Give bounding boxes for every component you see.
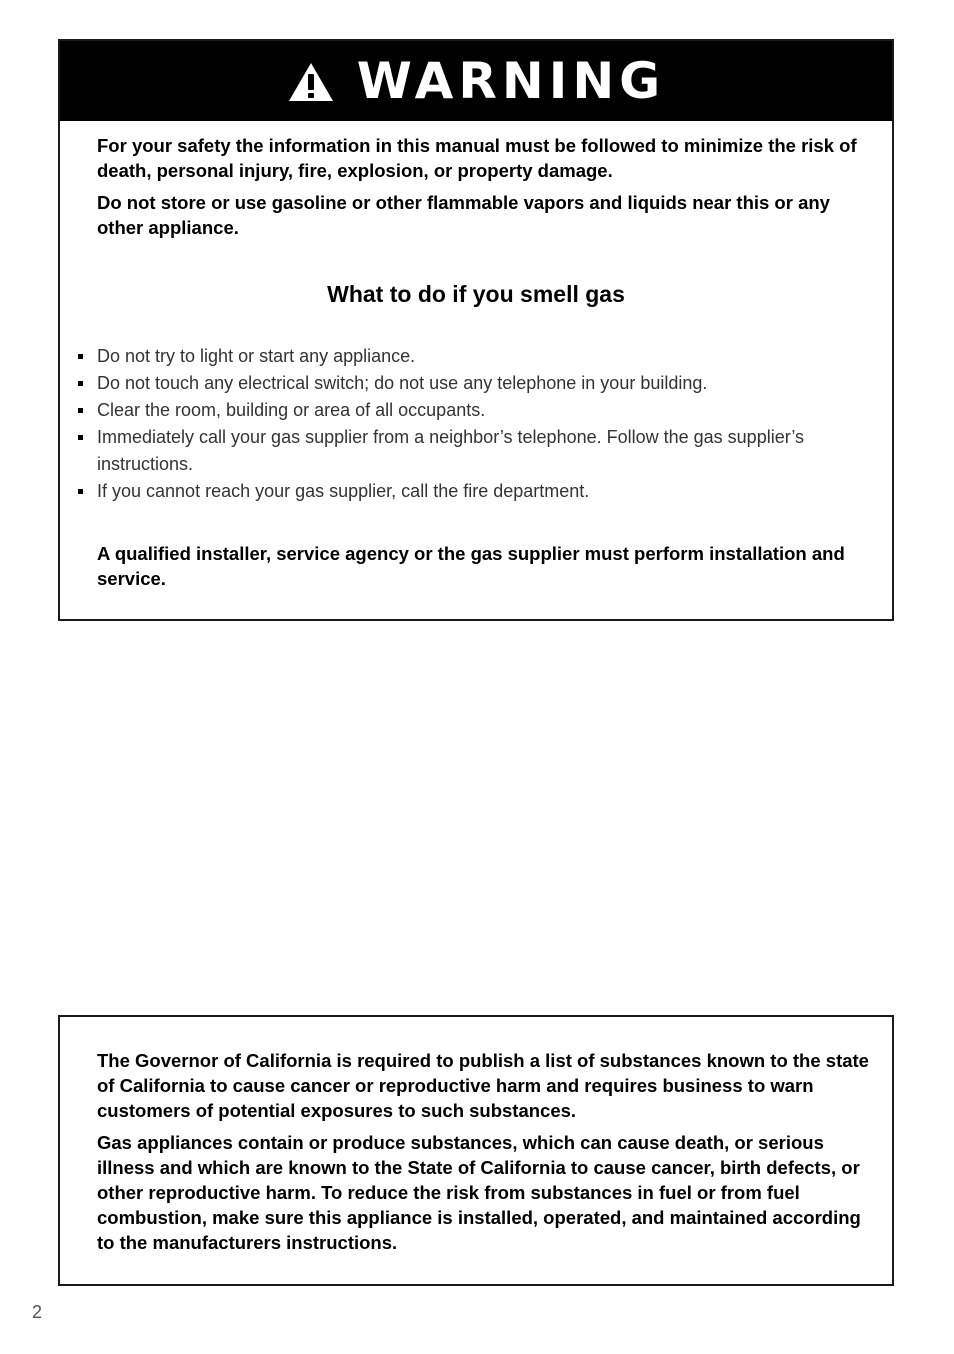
california-paragraph-1: The Governor of California is required to publish a list of substances known to the state of California to cause cancer or reproductive harm and requires business to warn customers of potential exposures to such substances. (97, 1050, 869, 1121)
california-paragraph-2: Gas appliances contain or produce substances, which can cause death, or serious illness and which are known to the State of California to cause cancer, birth defects, or other reproductive harm. To reduce the risk from substances in fuel or from fuel combustion, make sure this appliance is installed, operated, and maintained according to the manufacturers instructions. (97, 1132, 861, 1253)
california-notice-box (58, 1015, 894, 1286)
installer-paragraph: A qualified installer, service agency or the gas supplier must perform installation and service. (97, 543, 845, 589)
list-item: Do not touch any electrical switch; do not use any telephone in your building. (97, 370, 877, 397)
warning-title: WARNING (356, 52, 666, 110)
safety-paragraph: For your safety the information in this manual must be followed to minimize the risk of death, personal injury, fire, explosion, or property damage. (97, 135, 857, 181)
list-item: Immediately call your gas supplier from a neighbor’s telephone. Follow the gas supplier’s instructions. (97, 424, 877, 478)
gas-smell-heading: What to do if you smell gas (327, 281, 625, 307)
page-number: 2 (32, 1302, 43, 1322)
list-item: If you cannot reach your gas supplier, call the fire department. (97, 478, 877, 505)
gas-steps-list (97, 343, 877, 505)
warning-header (60, 41, 892, 121)
warning-triangle-icon (287, 61, 335, 103)
storage-paragraph: Do not store or use gasoline or other flammable vapors and liquids near this or any other appliance. (97, 192, 830, 238)
list-item: Do not try to light or start any appliance. (97, 343, 877, 370)
list-item: Clear the room, building or area of all occupants. (97, 397, 877, 424)
warning-box (58, 39, 894, 621)
